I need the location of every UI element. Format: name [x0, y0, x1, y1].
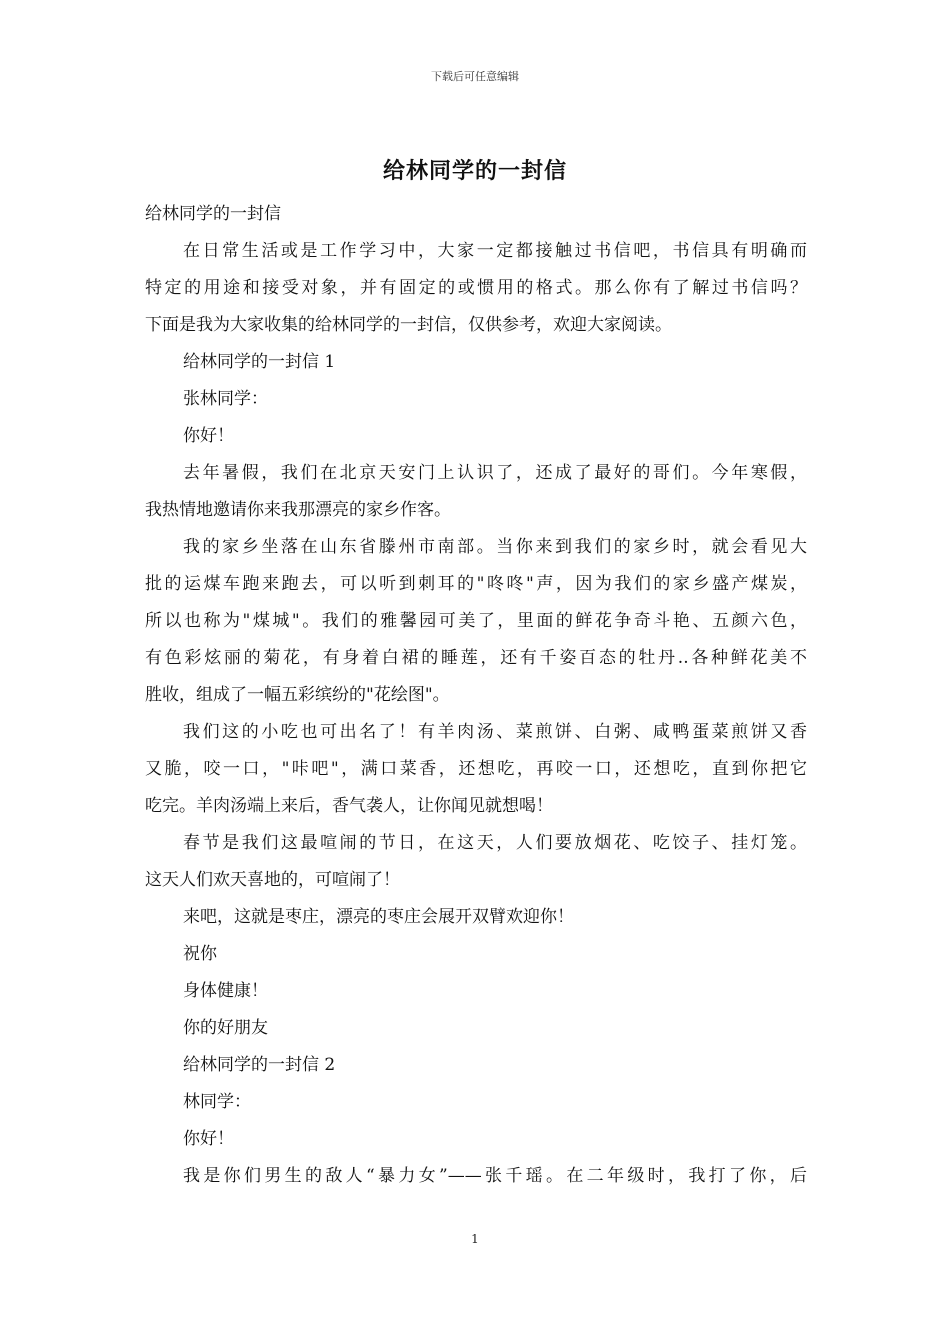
text-line: 下面是我为大家收集的给林同学的一封信，仅供参考，欢迎大家阅读。: [145, 315, 672, 335]
text-line: 我的家乡坐落在山东省滕州市南部。当你来到我们的家乡时，就会看见大: [183, 537, 807, 557]
text-line: 这天人们欢天喜地的，可喧闹了！: [145, 870, 400, 890]
text-line: 来吧，这就是枣庄，漂亮的枣庄会展开双臂欢迎你！: [183, 907, 574, 927]
document-title: 给林同学的一封信: [382, 158, 567, 184]
text-line: 你的好朋友: [183, 1018, 268, 1038]
text-line: 我是你们男生的敌人“暴力女”——张千瑶。在二年级时，我打了你，后: [183, 1166, 807, 1186]
text-line: 给林同学的一封信 2: [183, 1055, 336, 1075]
text-line: 特定的用途和接受对象，并有固定的或惯用的格式。那么你有了解过书信吗？: [145, 278, 807, 298]
text-line: 你好！: [183, 1129, 234, 1149]
header-note: 下载后可任意编辑: [431, 70, 519, 83]
text-line: 给林同学的一封信: [145, 204, 281, 224]
text-line: 你好！: [183, 426, 234, 446]
text-line: 祝你: [183, 944, 217, 964]
text-line: 又脆，咬一口，"咔吧"，满口菜香，还想吃，再咬一口，还想吃，直到你把它: [145, 759, 807, 779]
text-line: 我热情地邀请你来我那漂亮的家乡作客。: [145, 500, 451, 520]
document-body: [145, 196, 807, 1195]
text-line: 去年暑假，我们在北京天安门上认识了，还成了最好的哥们。今年寒假，: [183, 463, 807, 483]
text-line: 有色彩炫丽的菊花，有身着白裙的睡莲，还有千姿百态的牡丹..各种鲜花美不: [145, 648, 807, 668]
text-line: 所以也称为"煤城"。我们的雅馨园可美了，里面的鲜花争奇斗艳、五颜六色，: [145, 611, 807, 631]
text-line: 春节是我们这最喧闹的节日，在这天，人们要放烟花、吃饺子、挂灯笼。: [183, 833, 807, 853]
text-line: 胜收，组成了一幅五彩缤纷的"花绘图"。: [145, 685, 450, 705]
text-line: 我们这的小吃也可出名了！有羊肉汤、菜煎饼、白粥、咸鸭蛋菜煎饼又香: [183, 722, 807, 742]
text-line: 给林同学的一封信 1: [183, 352, 336, 372]
text-line: 在日常生活或是工作学习中，大家一定都接触过书信吧，书信具有明确而: [183, 241, 807, 261]
text-line: 林同学：: [183, 1092, 251, 1112]
text-line: 张林同学：: [183, 389, 268, 409]
text-line: 身体健康！: [183, 981, 268, 1001]
text-line: 吃完。羊肉汤端上来后，香气袭人，让你闻见就想喝！: [145, 796, 553, 816]
page-number: 1: [471, 1232, 479, 1246]
text-line: 批的运煤车跑来跑去，可以听到刺耳的"咚咚"声，因为我们的家乡盛产煤炭，: [145, 574, 807, 594]
